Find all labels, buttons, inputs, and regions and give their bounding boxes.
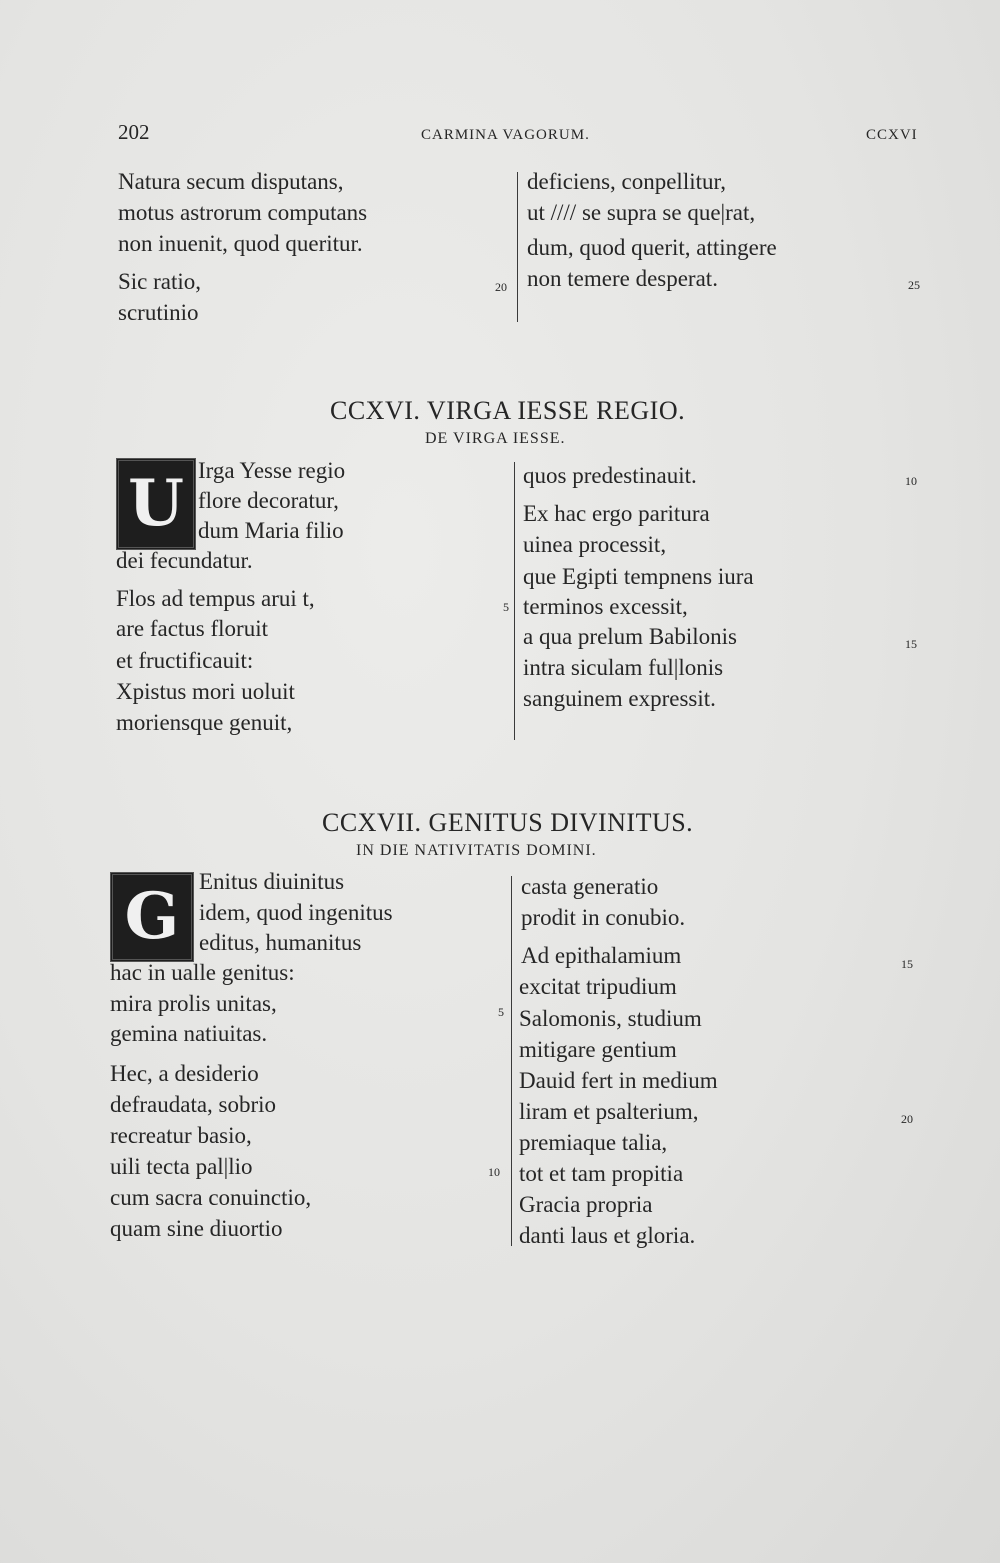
poem2-left-line-7: Hec, a desiderio <box>110 1061 259 1086</box>
poem1-left-line-4: dei fecundatur. <box>116 548 253 573</box>
line-marker: 20 <box>495 280 507 294</box>
poem2-right-line-5: Salomonis, studium <box>519 1006 702 1031</box>
poem2-left-line-10: uili tecta pal|lio <box>110 1154 253 1179</box>
poem1-right-line-3: uinea processit, <box>523 532 667 557</box>
poem1-left-line-8: Xpistus mori uoluit <box>116 679 295 704</box>
column-rule <box>517 172 518 322</box>
line-marker: 20 <box>901 1112 913 1126</box>
poem2-left-line-1: Enitus diuinitus <box>199 869 345 894</box>
poem-title: CCXVI. VIRGA IESSE REGIO. <box>330 396 686 425</box>
line-marker: 15 <box>901 957 913 971</box>
line-marker: 25 <box>908 278 920 292</box>
column-rule <box>511 876 512 1246</box>
poem2-right-line-2: prodit in conubio. <box>521 905 686 930</box>
poem2-left-line-9: recreatur basio, <box>110 1123 252 1148</box>
poem2-right-line-8: liram et psalterium, <box>519 1099 699 1124</box>
poem2-left-line-3: editus, humanitus <box>199 930 362 955</box>
decorated-initial-u <box>116 458 196 550</box>
top-right-line-4: non temere desperat. <box>527 266 718 291</box>
section-reference: CCXVI <box>866 127 918 143</box>
poem1-left-line-9: moriensque genuit, <box>116 710 293 735</box>
poem1-right-line-1: quos predestinauit. <box>523 463 697 488</box>
line-marker: 10 <box>488 1165 500 1179</box>
poem1-right-line-8: sanguinem expressit. <box>523 686 716 711</box>
poem2-right-line-9: premiaque talia, <box>519 1130 668 1155</box>
poem2-right-line-12: danti laus et gloria. <box>519 1223 696 1248</box>
poem2-left-line-11: cum sacra conuinctio, <box>110 1185 312 1210</box>
initial-letter: U <box>128 466 184 541</box>
poem2-left-line-8: defraudata, sobrio <box>110 1092 277 1117</box>
poem1-right-line-7: intra siculam ful|lonis <box>523 655 724 680</box>
top-right-line-2: ut //// se supra se que|rat, <box>527 200 756 225</box>
poem1-left-line-6: are factus floruit <box>116 616 268 641</box>
top-left-line-1: Natura secum disputans, <box>118 169 344 194</box>
poem1-right-line-5: terminos excessit, <box>523 594 688 619</box>
poem-subtitle: IN DIE NATIVITATIS DOMINI. <box>356 842 597 859</box>
poem-subtitle: DE VIRGA IESSE. <box>425 430 566 447</box>
top-left-line-2: motus astrorum computans <box>118 200 368 225</box>
top-left-line-4: Sic ratio, <box>118 269 202 294</box>
poem1-left-line-7: et fructificauit: <box>116 648 254 673</box>
poem2-right-line-3: Ad epithalamium <box>521 943 682 968</box>
top-left-line-5: scrutinio <box>118 300 199 325</box>
poem2-left-line-5: mira prolis unitas, <box>110 991 277 1016</box>
poem1-right-line-4: que Egipti tempnens iura <box>523 564 754 589</box>
running-title: CARMINA VAGORUM. <box>421 127 590 143</box>
decorated-initial-g <box>110 872 194 962</box>
poem2-left-line-12: quam sine diuortio <box>110 1216 283 1241</box>
line-marker: 5 <box>503 600 509 614</box>
top-right-line-1: deficiens, conpellitur, <box>527 169 726 194</box>
poem1-left-line-3: dum Maria filio <box>198 518 344 543</box>
page-number: 202 <box>118 120 150 144</box>
initial-letter: G <box>124 879 180 954</box>
poem2-right-line-4: excitat tripudium <box>519 974 677 999</box>
poem2-left-line-4: hac in ualle genitus: <box>110 960 295 985</box>
poem2-right-line-7: Dauid fert in medium <box>519 1068 718 1093</box>
poem1-left-line-1: Irga Yesse regio <box>198 458 346 483</box>
poem2-left-line-6: gemina natiuitas. <box>110 1021 268 1046</box>
top-right-line-3: dum, quod querit, attingere <box>527 235 777 260</box>
poem1-right-line-6: a qua prelum Babilonis <box>523 624 737 649</box>
line-marker: 10 <box>905 474 917 488</box>
poem-title: CCXVII. GENITUS DIVINITUS. <box>322 808 694 837</box>
poem1-left-line-2: flore decoratur, <box>198 488 339 513</box>
line-marker: 15 <box>905 637 917 651</box>
poem2-right-line-11: Gracia propria <box>519 1192 653 1217</box>
column-rule <box>514 462 515 740</box>
poem2-left-line-2: idem, quod ingenitus <box>199 900 393 925</box>
top-left-line-3: non inuenit, quod queritur. <box>118 231 363 256</box>
line-marker: 5 <box>498 1005 504 1019</box>
poem1-right-line-2: Ex hac ergo paritura <box>523 501 710 526</box>
poem1-left-line-5: Flos ad tempus arui t, <box>116 586 315 611</box>
poem2-right-line-1: casta generatio <box>521 874 659 899</box>
poem2-right-line-6: mitigare gentium <box>519 1037 677 1062</box>
poem2-right-line-10: tot et tam propitia <box>519 1161 684 1186</box>
